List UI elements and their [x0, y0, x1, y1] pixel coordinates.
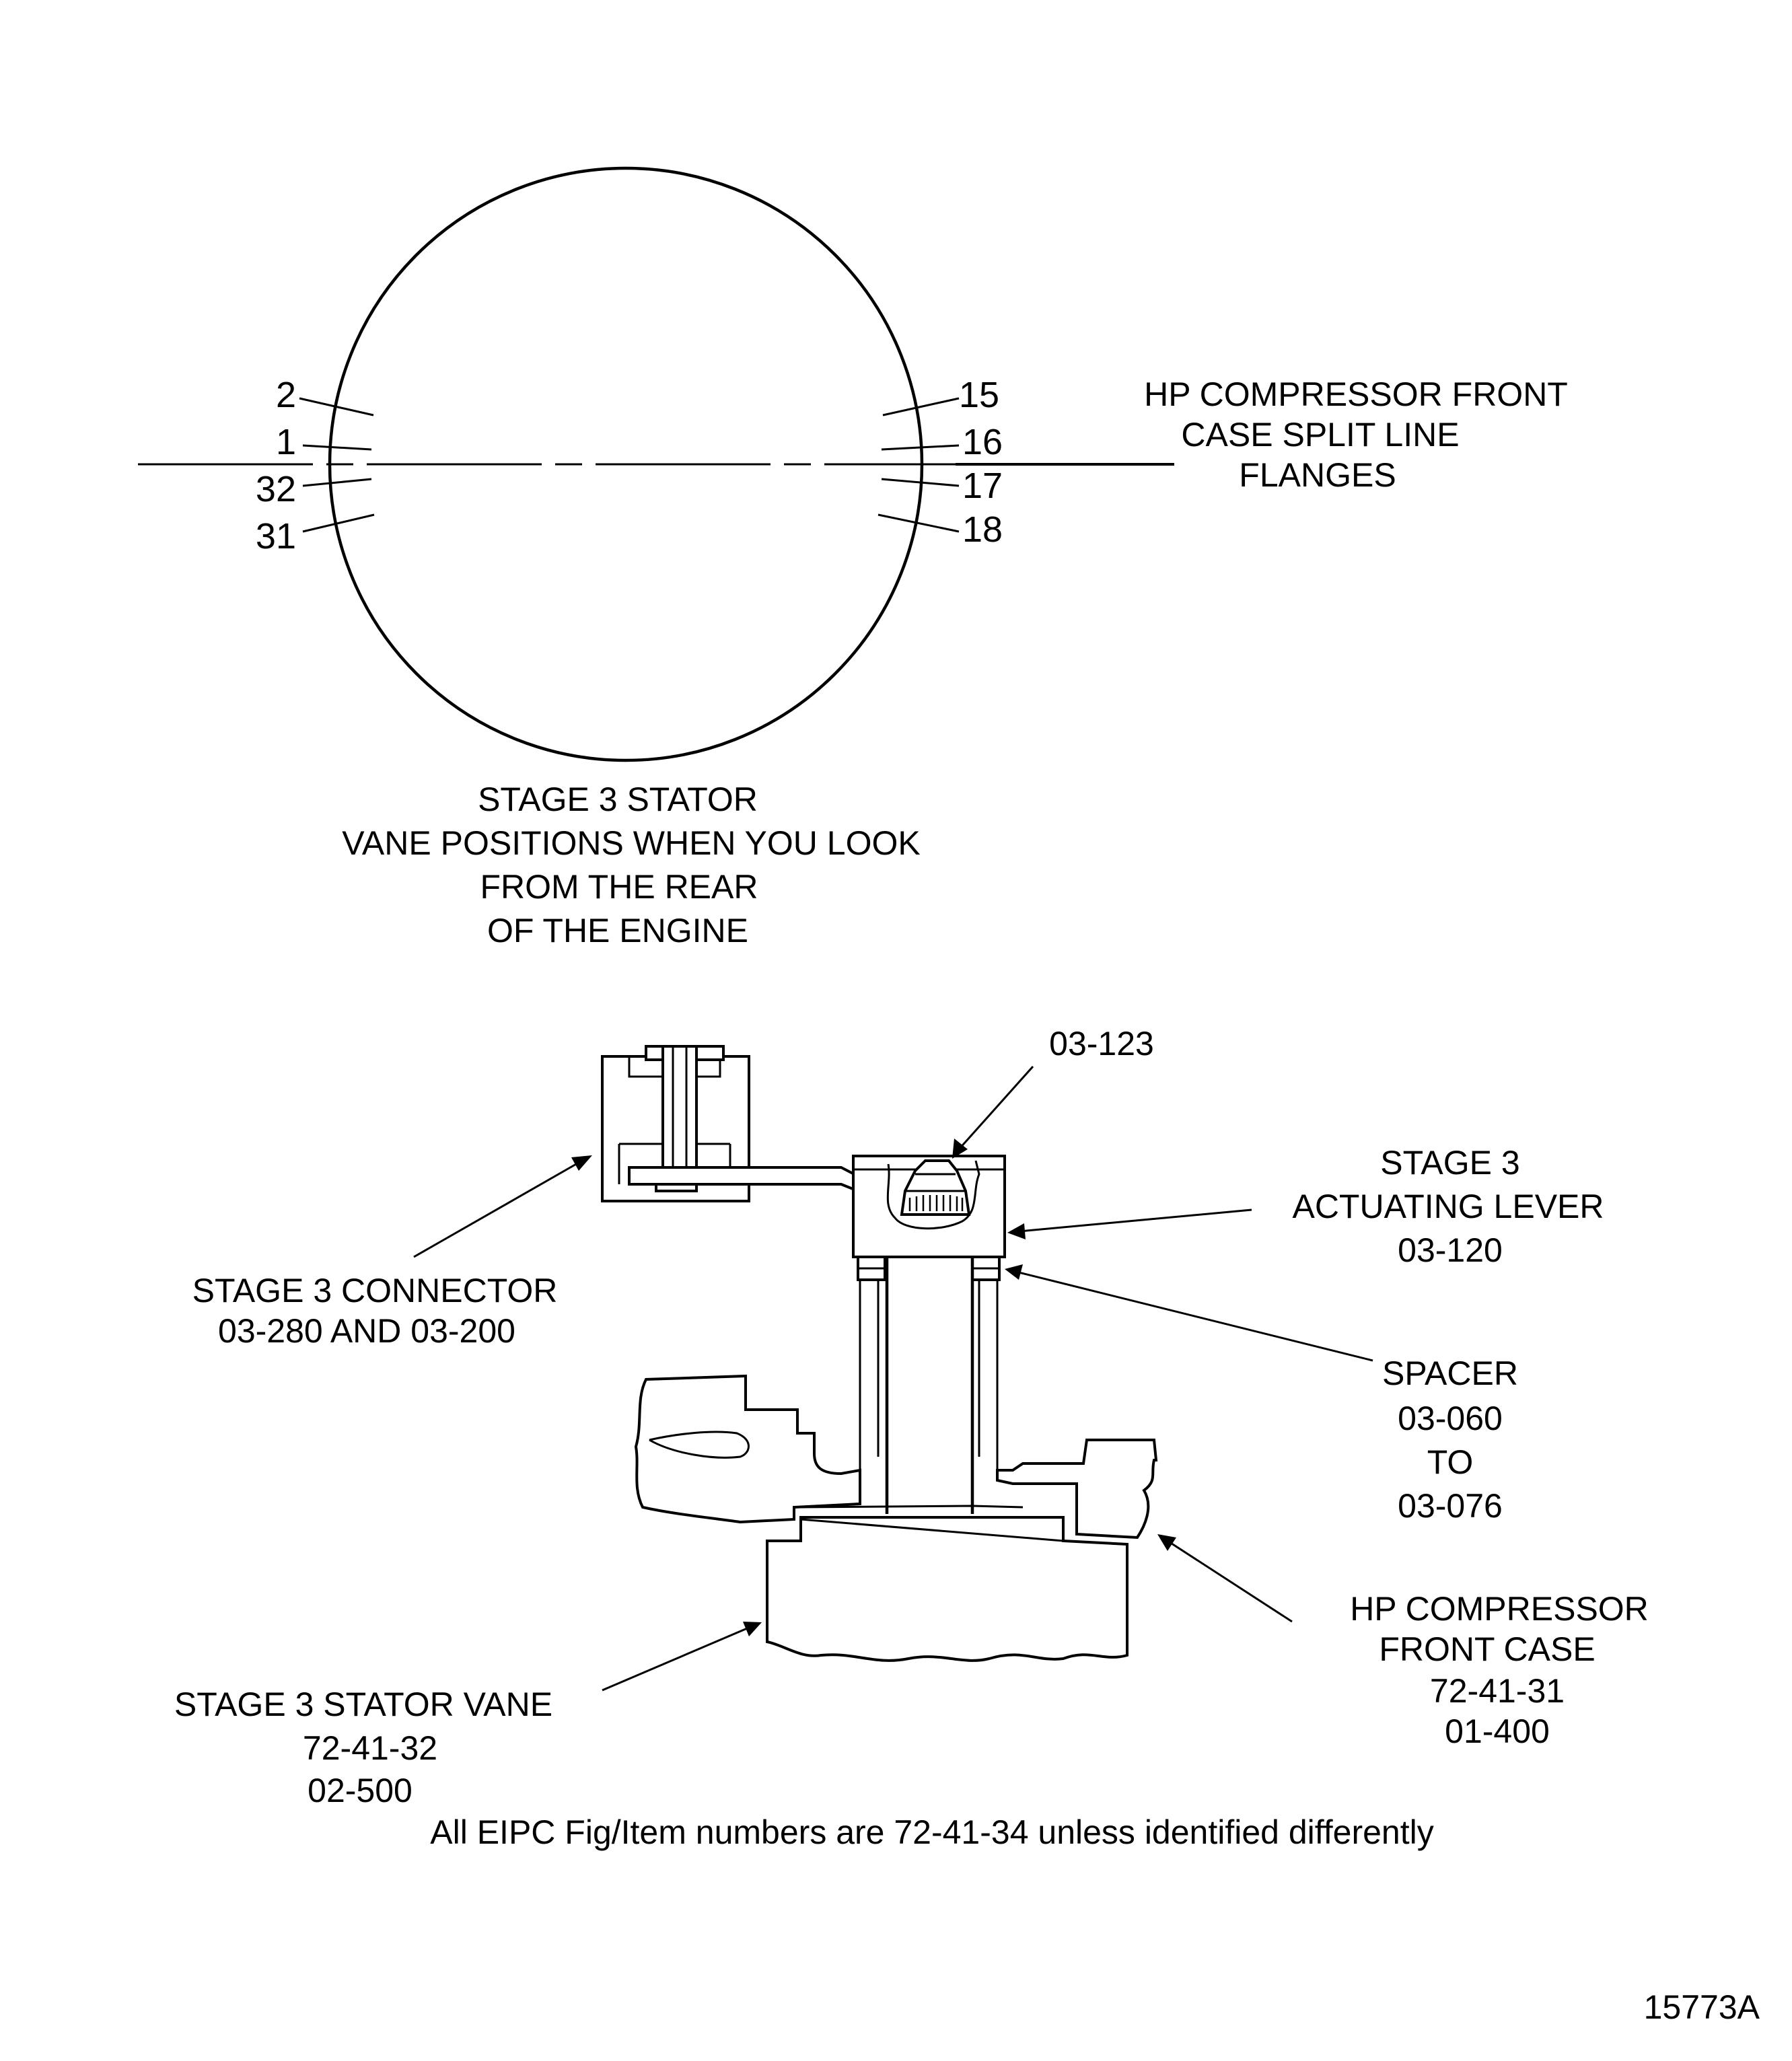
hp-compressor-front-case	[636, 1376, 1156, 1538]
callout-spacer-label	[1382, 1354, 1518, 1525]
vane-number-15: 15	[959, 375, 1000, 415]
callout-nut-label	[1049, 1025, 1154, 1062]
svg-text:VANE POSITIONS WHEN YOU LO: VANE POSITIONS WHEN YOU LOOK	[342, 824, 921, 862]
vane-number-2: 2	[275, 375, 296, 415]
callout-connector-label	[192, 1272, 558, 1350]
footnote: All EIPC Fig/Item numbers are 72-41-34 unless identified differently	[430, 1813, 1434, 1851]
svg-text:03-280 AND 03-200: 03-280 AND 03-200	[218, 1312, 515, 1350]
view-caption	[342, 781, 920, 949]
svg-text:CASE SPLIT LINE: CASE SPLIT LINE	[1181, 416, 1460, 454]
svg-text:HP COMPRESSOR FRONT: HP COMPRESSOR FRONT	[1144, 375, 1568, 413]
split-line-label	[1144, 375, 1568, 494]
figure-number: 15773A	[1643, 1988, 1760, 2026]
svg-text:STAGE 3 CONNECTOR: STAGE 3 CONNECTOR	[192, 1272, 558, 1309]
vane-number-32: 32	[255, 469, 296, 509]
svg-text:ACTUATING LEVER: ACTUATING LEVER	[1292, 1188, 1604, 1225]
vane-position-view	[138, 168, 1568, 949]
vane-number-16: 16	[962, 422, 1003, 462]
callout-lever-label	[1292, 1144, 1604, 1269]
svg-text:STAGE 3 STATOR: STAGE 3 STATOR	[478, 781, 758, 818]
vane-spindle	[860, 1257, 997, 1514]
svg-text:72-41-31: 72-41-31	[1429, 1672, 1565, 1710]
svg-text:FLANGES: FLANGES	[1239, 456, 1396, 494]
stage-3-stator-vane	[767, 1517, 1127, 1661]
svg-text:FROM THE REAR: FROM THE REAR	[480, 868, 758, 906]
svg-text:03-076: 03-076	[1398, 1487, 1503, 1525]
svg-text:72-41-32: 72-41-32	[302, 1729, 438, 1767]
callout-stator-vane-label	[174, 1686, 552, 1809]
callout-front-case-label	[1350, 1590, 1649, 1750]
svg-text:OF THE ENGINE: OF THE ENGINE	[487, 912, 749, 949]
spacer-rings	[858, 1257, 999, 1280]
svg-text:STAGE 3: STAGE 3	[1380, 1144, 1520, 1182]
svg-text:SPACER: SPACER	[1382, 1354, 1518, 1392]
svg-text:03-123: 03-123	[1049, 1025, 1154, 1062]
stage-3-actuating-lever	[853, 1156, 1005, 1257]
svg-text:FRONT CASE: FRONT CASE	[1379, 1630, 1596, 1668]
svg-text:TO: TO	[1427, 1443, 1474, 1481]
lever-assembly-section	[174, 1025, 1649, 1809]
svg-text:02-500: 02-500	[308, 1772, 413, 1809]
svg-text:01-400: 01-400	[1445, 1712, 1550, 1750]
vane-number-17: 17	[962, 466, 1003, 506]
svg-text:STAGE 3 STATOR VANE: STAGE 3 STATOR VANE	[174, 1686, 553, 1723]
svg-text:03-060: 03-060	[1398, 1400, 1503, 1437]
vane-number-18: 18	[962, 509, 1003, 550]
svg-text:HP COMPRESSOR: HP COMPRESSOR	[1350, 1590, 1649, 1628]
svg-text:03-120: 03-120	[1398, 1231, 1503, 1269]
vane-number-1: 1	[275, 422, 296, 462]
vane-number-31: 31	[255, 516, 296, 556]
